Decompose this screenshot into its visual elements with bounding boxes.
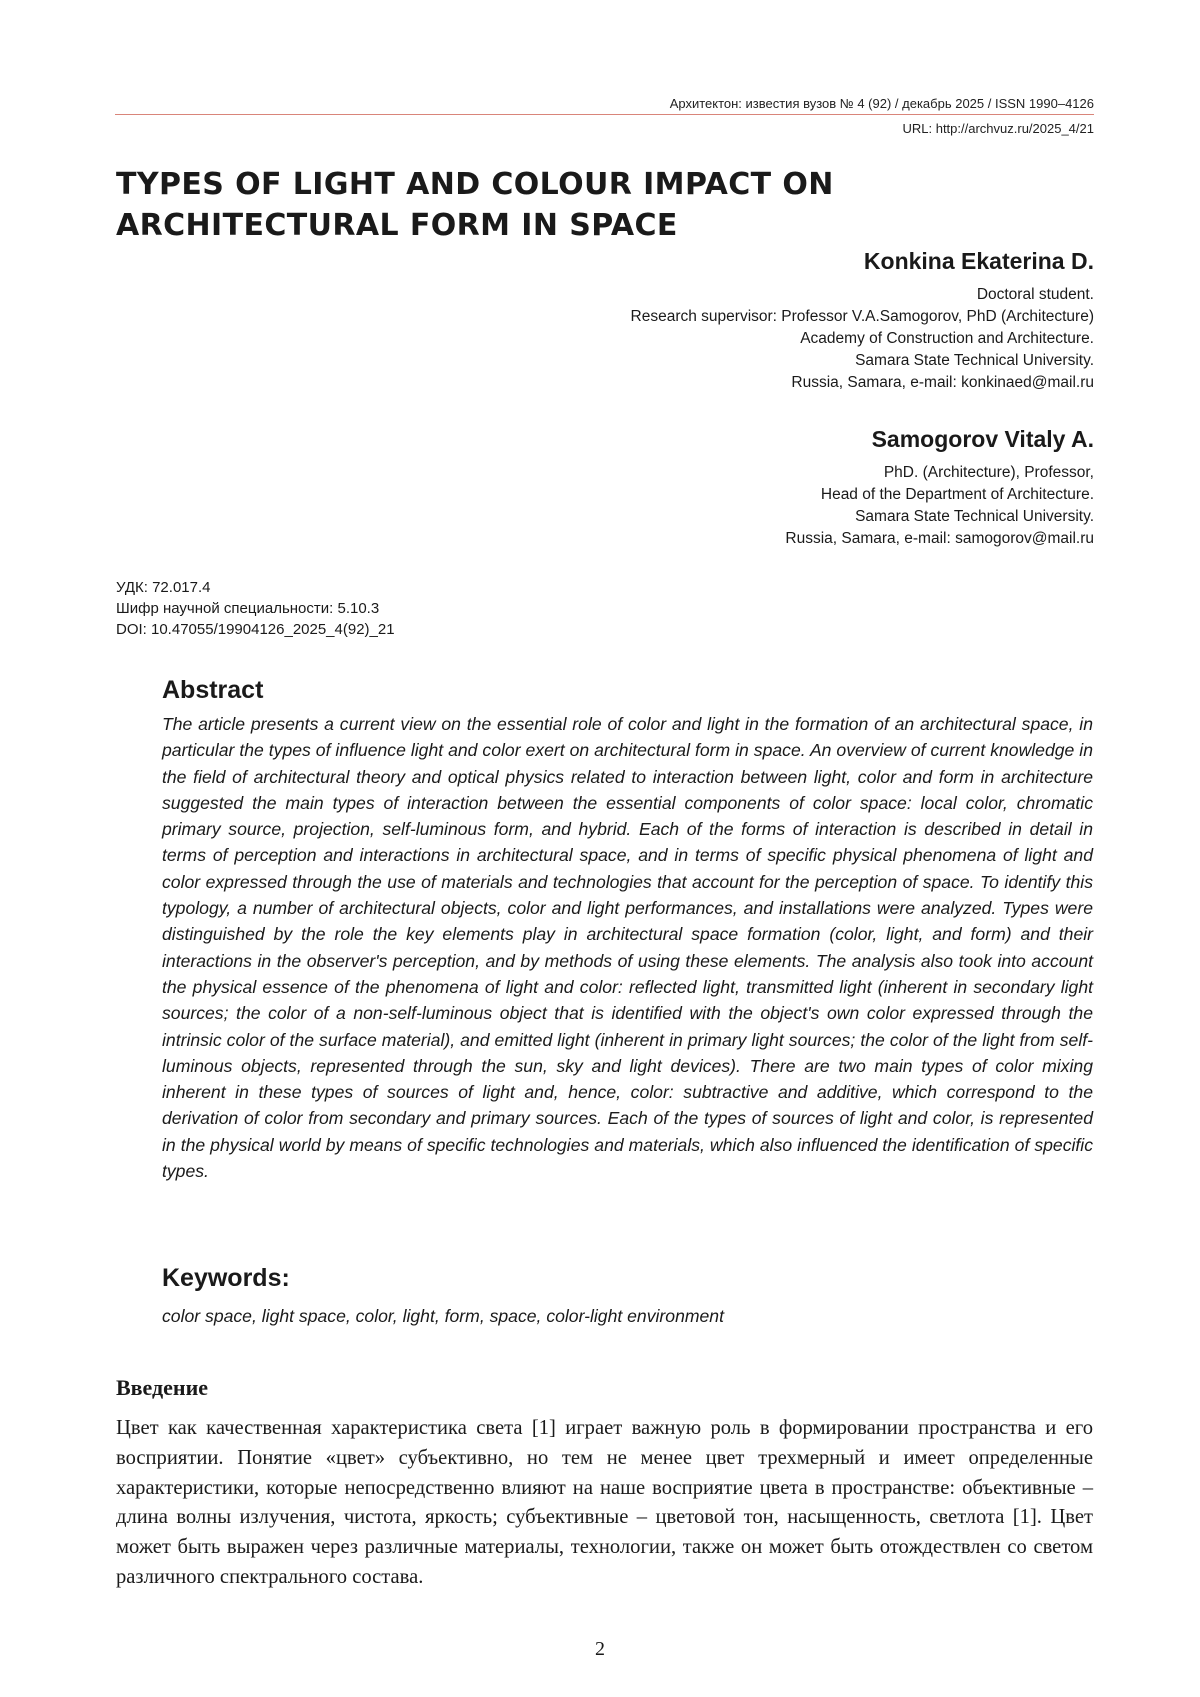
article-url: URL: http://archvuz.ru/2025_4/21 <box>902 121 1094 136</box>
article-meta <box>116 577 395 640</box>
author-affiliation-line: Doctoral student. <box>976 286 1094 303</box>
author-affiliation-line: Russia, Samara, e-mail: samogorov@mail.ru <box>785 530 1094 547</box>
article-title: TYPES OF LIGHT AND COLOUR IMPACT ON ARCHITECTURAL FORM IN SPACE <box>116 167 834 243</box>
author-affiliation-line: Russia, Samara, e-mail: konkinaed@mail.ru <box>791 374 1094 391</box>
author-block-1 <box>394 246 1094 394</box>
author-name: Konkina Ekaterina D. <box>863 248 1094 274</box>
header-divider <box>115 114 1094 115</box>
page-number: 2 <box>595 1638 605 1660</box>
author-affiliation-line: Head of the Department of Architecture. <box>820 486 1094 503</box>
udk-code: УДК: 72.017.4 <box>116 579 211 596</box>
author-affiliation-line: Academy of Construction and Architecture. <box>800 330 1094 347</box>
doi: DOI: 10.47055/19904126_2025_4(92)_21 <box>116 621 395 638</box>
author-affiliation-line: PhD. (Architecture), Professor, <box>883 464 1094 481</box>
author-affiliation-line: Research supervisor: Professor V.A.Samogorov, PhD (Architecture) <box>630 308 1094 325</box>
author-affiliation-line: Samara State Technical University. <box>855 508 1094 525</box>
abstract-text: The article presents a current view on the essential role of color and light in the formation of an architectural space, in particular the types of influence light and color exert on architectural form in space. An overview of current knowledge in the field of architectural theory and optical physics related to interaction between light, color and form in architecture suggested the main types of interaction between the essential components of color space: local color, chromatic primary source, projection, self-luminous form, and hybrid. Each of the forms of interaction is described in detail in terms of perception and interactions in architectural space, and in terms of specific physical phenomena of light and color expressed through the use of materials and technologies that account for the perception of space. To identify this typology, a number of architectural objects, color and light performances, and installations were analyzed. Types were distinguished by the role the key elements play in architectural space formation (color, light, and form) and their interactions in the observer's perception, and by methods of using these elements. The analysis also took into account the physical essence of the phenomena of light and color: reflected light, transmitted light (inherent in secondary light sources; the color of a non-self-luminous object that is identified with the object's own color expressed through the intrinsic color of the surface material), and emitted light (inherent in primary light sources; the color of the light from self-luminous objects, represented through the sun, sky and light devices). There are two main types of color mixing inherent in these types of sources of light and, hence, color: subtractive and additive, which correspond to the derivation of color from secondary and primary sources. Each of the types of sources of light and color, is represented in the physical world by means of specific technologies and materials, which also influenced the identification of specific types. <box>162 714 1093 1182</box>
abstract-heading: Abstract <box>162 676 264 704</box>
author-affiliation-line: Samara State Technical University. <box>855 352 1094 369</box>
keywords-heading: Keywords: <box>162 1264 290 1292</box>
specialty-code: Шифр научной специальности: 5.10.3 <box>116 600 380 617</box>
keywords-text: color space, light space, color, light, form, space, color-light environment <box>162 1306 724 1326</box>
journal-header: Архитектон: известия вузов № 4 (92) / декабрь 2025 / ISSN 1990–4126 <box>669 96 1094 111</box>
intro-heading: Введение <box>116 1375 209 1400</box>
author-name: Samogorov Vitaly A. <box>871 426 1094 452</box>
author-block-2 <box>394 424 1094 550</box>
intro-text: Цвет как качественная характеристика света [1] играет важную роль в формировании пространства и его восприятии. Понятие «цвет» субъективно, но тем не менее цвет трехмерный и имеет определенные характеристики, которые непосредственно влияют на наше восприятие цвета в пространстве: объективные – длина волны излучения, чистота, яркость; субъективные – цветовой тон, насыщенность, светлота [1]. Цвет может быть выражен через различные материалы, технологии, также он может быть отождествлен со светом различного спектрального состава. <box>116 1417 1093 1588</box>
